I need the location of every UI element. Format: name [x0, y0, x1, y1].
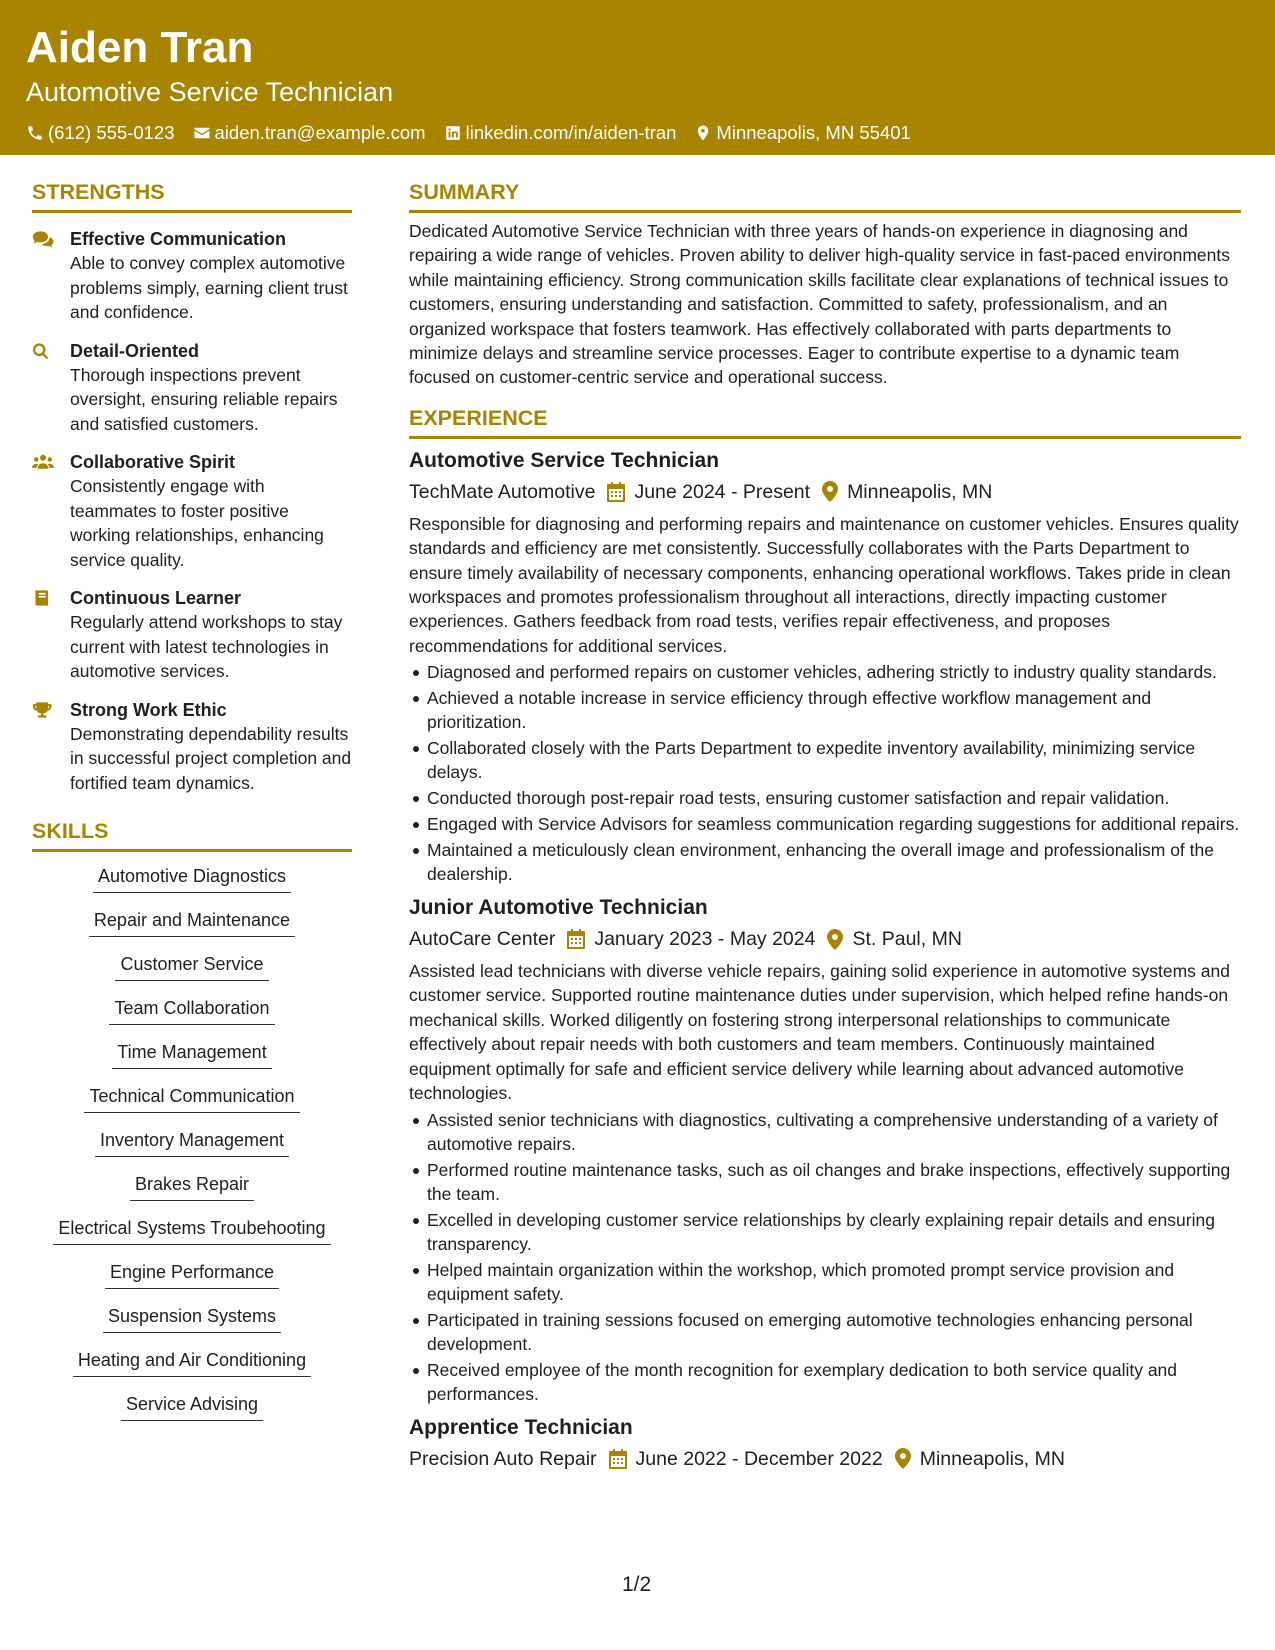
- email-text: aiden.tran@example.com: [214, 122, 426, 143]
- contact-location: [694, 121, 910, 145]
- phone-text: (612) 555-0123: [48, 122, 175, 143]
- bullet-item: Assisted senior technicians with diagnostics, cultivating a comprehensive understanding of a variety of automotive repairs.: [409, 1108, 1241, 1156]
- page-number: 1/2: [622, 1573, 652, 1596]
- skill-tag: Automotive Diagnostics: [93, 864, 291, 893]
- job-company: TechMate Automotive: [409, 480, 596, 503]
- contact-phone[interactable]: [26, 121, 175, 145]
- strength-title: Collaborative Spirit: [70, 452, 236, 472]
- bullet-item: Received employee of the month recognition for exemplary dedication to both service quality and performances.: [409, 1358, 1241, 1406]
- strength-description: Thorough inspections prevent oversight, ensuring reliable repairs and satisfied customers.: [70, 364, 338, 434]
- linkedin-text: linkedin.com/in/aiden-tran: [465, 122, 677, 143]
- location-text: Minneapolis, MN 55401: [716, 122, 911, 143]
- candidate-name: Aiden Tran: [26, 23, 254, 72]
- resume-header: [0, 0, 1275, 155]
- left-column: [32, 178, 352, 1436]
- comments-icon: [32, 230, 54, 248]
- book-icon: [32, 589, 54, 607]
- strength-item: [32, 339, 352, 437]
- envelope-icon: [193, 124, 211, 142]
- map-marker-icon: [895, 1448, 911, 1469]
- job-meta: [409, 478, 1241, 506]
- strength-description: Consistently engage with teammates to foster positive working relationships, enhancing service quality.: [70, 476, 324, 570]
- phone-icon: [26, 124, 44, 142]
- job-entry: [409, 894, 1241, 1406]
- job-entry: [409, 1414, 1241, 1473]
- skill-tag: Customer Service: [115, 952, 268, 981]
- strengths-heading: STRENGTHS: [32, 178, 352, 213]
- strength-item: [32, 698, 352, 796]
- candidate-title: Automotive Service Technician: [26, 77, 394, 107]
- skill-tag: Suspension Systems: [103, 1304, 281, 1333]
- skill-tag: Service Advising: [121, 1392, 263, 1421]
- job-entry: [409, 447, 1241, 886]
- job-location: St. Paul, MN: [852, 928, 962, 951]
- skill-tag: Heating and Air Conditioning: [73, 1348, 311, 1377]
- job-bullets: [409, 1108, 1241, 1406]
- job-company: Precision Auto Repair: [409, 1447, 597, 1470]
- calendar-icon: [607, 482, 625, 502]
- job-title: Automotive Service Technician: [409, 448, 720, 472]
- experience-heading: EXPERIENCE: [409, 404, 1241, 439]
- summary-text: Dedicated Automotive Service Technician with three years of hands-on experience in diagnosing and repairing a wide range of vehicles. Proven ability to deliver high-quality service in fast-paced environments while maintaining efficiency. Strong communication skills facilitate clear explanations of technical issues to customers, ensuring understanding and satisfaction. Committed to safety, professionalism, and an organized workspace that fosters teamwork. Has effectively collaborated with parts departments to minimize delays and streamline service processes. Eager to contribute expertise to a dynamic team focused on customer-centric service and operational success.: [409, 221, 1230, 388]
- contact-bar: [26, 121, 1249, 145]
- strength-item: [32, 586, 352, 684]
- bullet-item: Diagnosed and performed repairs on customer vehicles, adhering strictly to industry quality standards.: [409, 660, 1241, 684]
- strength-title: Detail-Oriented: [70, 340, 200, 361]
- job-location: Minneapolis, MN: [847, 480, 993, 503]
- trophy-icon: [32, 701, 54, 719]
- job-meta: [409, 1445, 1241, 1473]
- users-icon: [32, 453, 54, 471]
- strengths-list: [32, 227, 352, 795]
- skill-tag: Time Management: [112, 1040, 271, 1069]
- linkedin-icon: [444, 124, 462, 142]
- job-dates: June 2022 - December 2022: [635, 1447, 883, 1470]
- skill-tag: Repair and Maintenance: [89, 908, 295, 937]
- contact-email[interactable]: [193, 121, 426, 145]
- bullet-item: Participated in training sessions focused on emerging automotive technologies enhancing personal development.: [409, 1308, 1241, 1356]
- bullet-item: Performed routine maintenance tasks, such as oil changes and brake inspections, effectively supporting the team.: [409, 1158, 1241, 1206]
- strength-item: [32, 227, 352, 325]
- map-marker-icon: [694, 124, 712, 142]
- job-description: Assisted lead technicians with diverse vehicle repairs, gaining solid experience in automotive systems and customer service. Supported routine maintenance duties under supervision, which helped refine hands-on mechanical skills. Worked diligently on fostering strong interpersonal relationships to communicate effectively about repair needs with both customers and team members. Continuously maintained equipment optimally for safe and efficient service delivery while learning about advanced automotive technologies.: [409, 961, 1230, 1104]
- search-icon: [32, 342, 54, 360]
- skill-tag: Technical Communication: [84, 1084, 299, 1113]
- summary-heading: SUMMARY: [409, 178, 1241, 213]
- job-title: Junior Automotive Technician: [409, 896, 708, 920]
- skill-tag: Team Collaboration: [109, 996, 274, 1025]
- bullet-item: Engaged with Service Advisors for seamless communication regarding suggestions for additional repairs.: [409, 812, 1241, 836]
- skill-tag: Brakes Repair: [130, 1172, 254, 1201]
- skill-tag: Inventory Management: [95, 1128, 289, 1157]
- map-marker-icon: [822, 481, 838, 502]
- job-meta: [409, 925, 1241, 953]
- bullet-item: Maintained a meticulously clean environment, enhancing the overall image and professionalism of the dealership.: [409, 838, 1241, 886]
- job-dates: June 2024 - Present: [634, 480, 811, 503]
- map-marker-icon: [827, 929, 843, 950]
- skills-list: [32, 864, 352, 1436]
- bullet-item: Conducted thorough post-repair road tests, ensuring customer satisfaction and repair validation.: [409, 786, 1241, 810]
- job-location: Minneapolis, MN: [919, 1447, 1065, 1470]
- strength-description: Able to convey complex automotive problems simply, earning client trust and confidence.: [70, 253, 348, 322]
- bullet-item: Helped maintain organization within the workshop, which promoted prompt service provision and equipment safety.: [409, 1258, 1241, 1306]
- skill-tag: Engine Performance: [105, 1260, 279, 1289]
- job-company: AutoCare Center: [409, 928, 556, 951]
- job-bullets: [409, 660, 1241, 886]
- job-title: Apprentice Technician: [409, 1415, 633, 1439]
- job-dates: January 2023 - May 2024: [594, 928, 816, 951]
- bullet-item: Achieved a notable increase in service efficiency through effective workflow management and prioritization.: [409, 686, 1241, 734]
- strength-title: Strong Work Ethic: [70, 699, 227, 720]
- job-description: Responsible for diagnosing and performing repairs and maintenance on customer vehicles. Ensures quality standards and efficiency are met consistently. Successfully collaborates with the Parts Department to ensure timely availability of necessary components, enhancing operational workflows. Takes pride in clean workspaces and promotes professionalism throughout all interactions, directly impacting customer experiences. Gathers feedback from road tests, verifies repair effectiveness, and proposes recommendations for additional services.: [409, 513, 1239, 656]
- skill-tag: Electrical Systems Troubehooting: [53, 1216, 330, 1245]
- skills-heading: SKILLS: [32, 817, 352, 852]
- strength-title: Effective Communication: [70, 229, 287, 249]
- strength-description: Demonstrating dependability results in successful project completion and fortified team dynamics.: [70, 723, 352, 793]
- calendar-icon: [567, 929, 585, 949]
- strength-description: Regularly attend workshops to stay current with latest technologies in automotive services.: [70, 612, 343, 681]
- bullet-item: Collaborated closely with the Parts Department to expedite inventory availability, minimizing service delays.: [409, 736, 1241, 784]
- contact-linkedin[interactable]: [444, 121, 677, 145]
- right-column: [409, 178, 1241, 1473]
- strength-title: Continuous Learner: [70, 588, 242, 608]
- strength-item: [32, 450, 352, 572]
- bullet-item: Excelled in developing customer service relationships by clearly explaining repair details and ensuring transparency.: [409, 1208, 1241, 1256]
- calendar-icon: [609, 1449, 627, 1469]
